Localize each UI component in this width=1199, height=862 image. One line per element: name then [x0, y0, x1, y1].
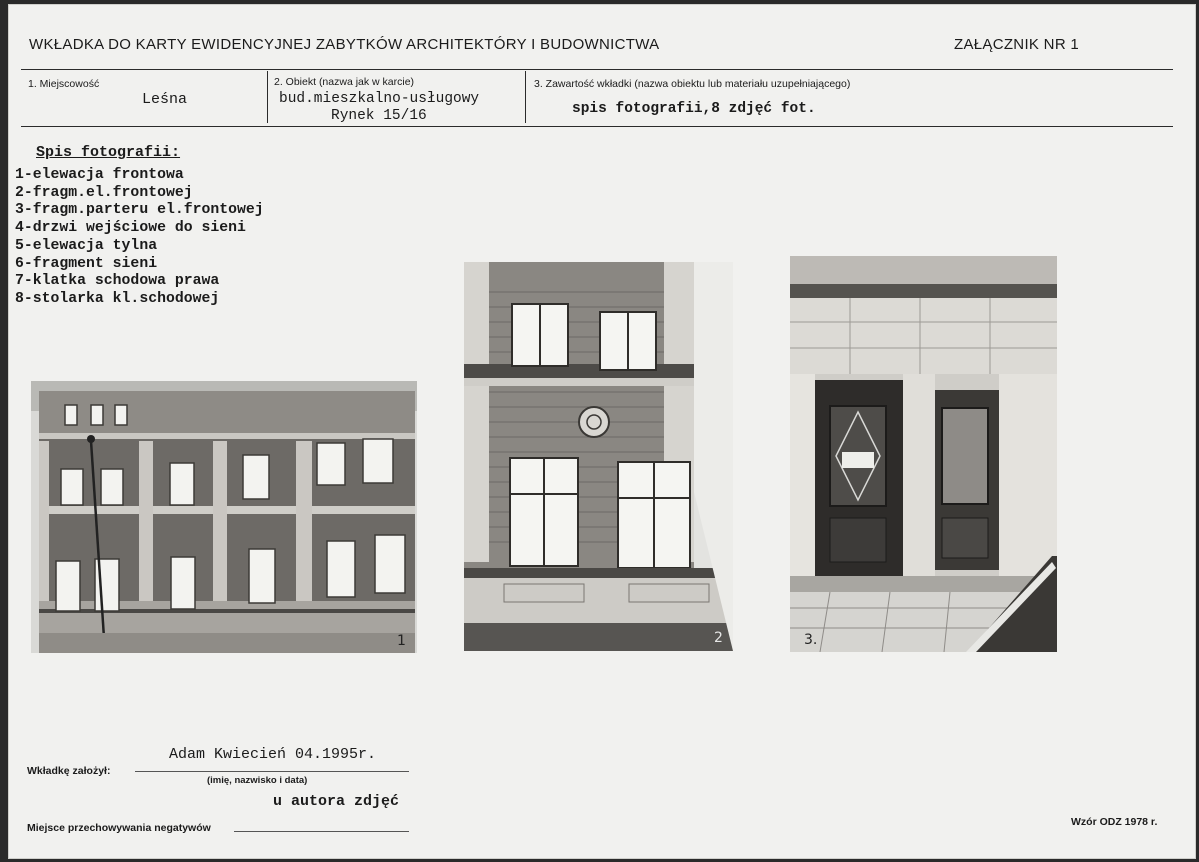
negatives-location-label: Miejsce przechowywania negatywów	[27, 822, 211, 834]
object-value-line1: bud.mieszkalno-usługowy	[279, 91, 480, 107]
content-value: spis fotografii,8 zdjęć fot.	[572, 101, 816, 117]
created-by-rule	[135, 771, 409, 772]
field-divider-1	[267, 71, 268, 123]
locality-label: 1. Miejscowość	[28, 78, 100, 90]
svg-text:2: 2	[714, 630, 723, 646]
photo-list-title: Spis fotografii:	[36, 144, 181, 161]
object-label: 2. Obiekt (nazwa jak w karcie)	[274, 76, 415, 88]
field-divider-2	[525, 71, 526, 123]
header-rule-bottom	[21, 126, 1173, 127]
header-rule-top	[21, 69, 1173, 70]
photo-3-entrance-doors	[790, 256, 1057, 652]
photo-list-item: 4-drzwi wejściowe do sieni	[15, 220, 246, 237]
content-label: 3. Zawartość wkładki (nazwa obiektu lub materiału uzupełniającego)	[534, 78, 851, 90]
photo-list-item: 2-fragm.el.frontowej	[15, 184, 193, 201]
locality-value: Leśna	[142, 91, 188, 108]
photo-list	[15, 167, 264, 309]
object-value-line2: Rynek 15/16	[331, 108, 427, 124]
photo-list-item: 7-klatka schodowa prawa	[15, 273, 220, 290]
photo-list-item: 5-elewacja tylna	[15, 237, 158, 254]
photo-list-item: 1-elewacja frontowa	[15, 167, 184, 183]
negatives-location-rule	[234, 831, 409, 832]
svg-text:1: 1	[397, 633, 406, 649]
negatives-location-value: u autora zdjęć	[273, 793, 400, 810]
form-code: Wzór ODZ 1978 r.	[1071, 816, 1158, 828]
created-by-label: Wkładkę założył:	[27, 765, 111, 777]
svg-text:3.: 3.	[804, 632, 818, 648]
photo-1-front-elevation	[31, 381, 417, 653]
photo-list-item: 8-stolarka kl.schodowej	[15, 290, 220, 307]
record-card-sheet	[8, 4, 1196, 859]
card-title: WKŁADKA DO KARTY EWIDENCYJNEJ ZABYTKÓW ARCHITEKTÓRY I BUDOWNICTWA	[29, 36, 660, 53]
photo-list-item: 6-fragment sieni	[15, 255, 158, 272]
annex-number: ZAŁĄCZNIK NR 1	[954, 36, 1080, 53]
created-by-hint: (imię, nazwisko i data)	[207, 775, 308, 786]
photo-2-elevation-fragment	[464, 262, 733, 651]
created-by-value: Adam Kwiecień 04.1995r.	[169, 746, 377, 763]
photo-list-item: 3-fragm.parteru el.frontowej	[15, 202, 264, 219]
